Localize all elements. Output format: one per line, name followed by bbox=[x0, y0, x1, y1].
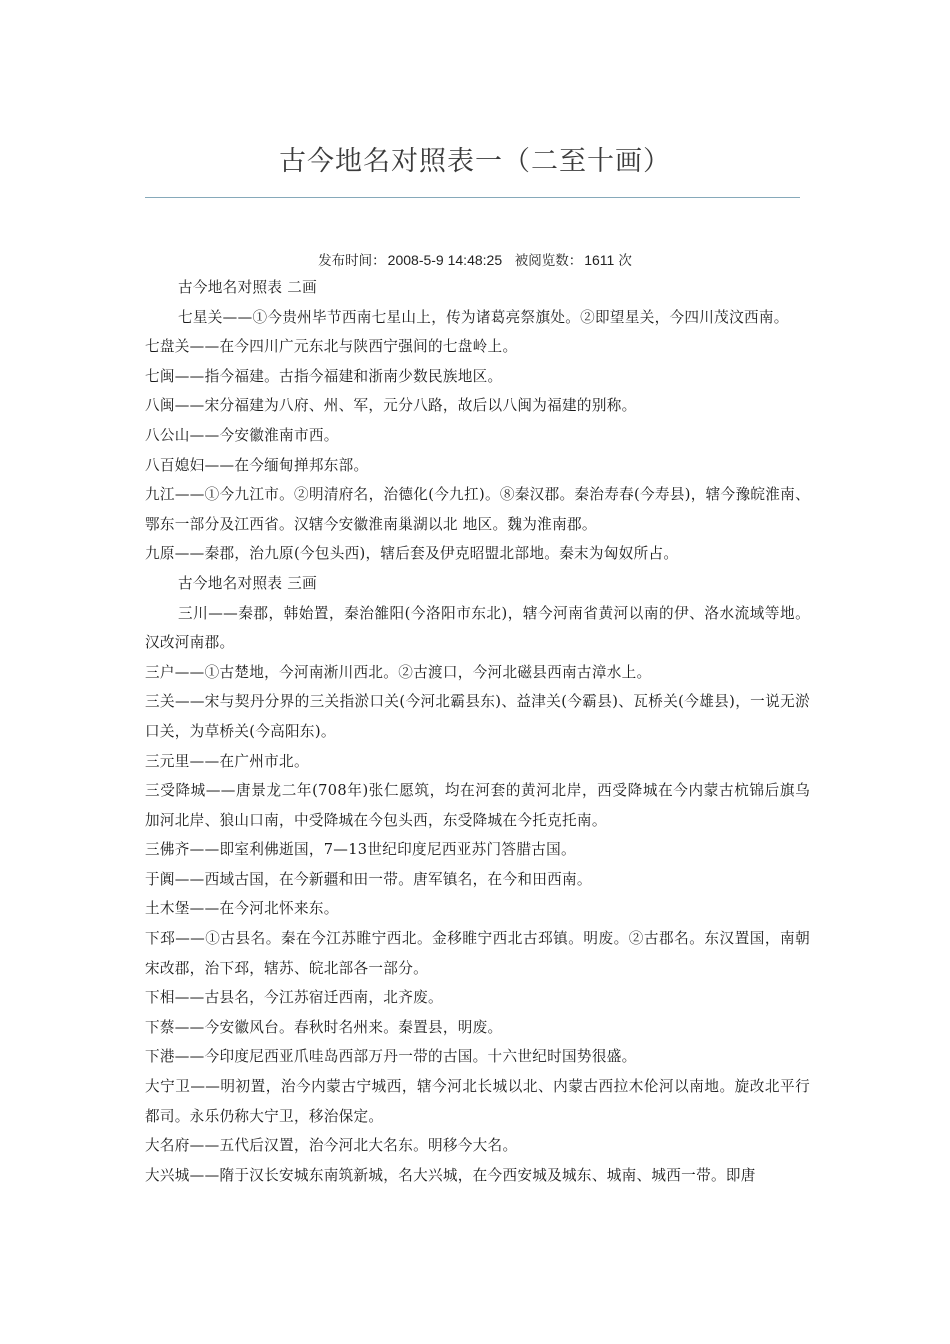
place-entry: 大宁卫——明初置，治今内蒙古宁城西，辖今河北长城以北、内蒙古西拉木伦河以南地。旋改北平行都司。永乐仍称大宁卫，移治保定。 bbox=[145, 1078, 810, 1125]
place-entry: 三元里——在广州市北。 bbox=[145, 752, 309, 770]
place-entry: 三受降城——唐景龙二年(708年)张仁愿筑，均在河套的黄河北岸，西受降城在今内蒙古杭锦后旗乌加河北岸、狼山口南，中受降城在今包头西，东受降城在今托克托南。 bbox=[145, 782, 810, 829]
title-divider bbox=[145, 197, 800, 198]
place-entry: 下蔡——今安徽风台。春秋时名州来。秦置县，明废。 bbox=[145, 1018, 503, 1036]
place-entry: 大兴城——隋于汉长安城东南筑新城，名大兴城，在今西安城及城东、城南、城西一带。即唐 bbox=[145, 1166, 756, 1184]
place-entry: 三户——①古楚地，今河南淅川西北。②古渡口，今河北磁县西南古漳水上。 bbox=[145, 663, 652, 681]
place-entry: 七星关——①今贵州毕节西南七星山上，传为诸葛亮祭旗处。②即望星关，今四川茂汶西南。 bbox=[178, 308, 789, 326]
place-entry: 八百媳妇——在今缅甸掸邦东部。 bbox=[145, 456, 369, 474]
section-heading: 古今地名对照表 三画 bbox=[178, 574, 317, 592]
published-label: 发布时间： bbox=[318, 253, 386, 269]
place-entry: 七闽——指今福建。古指今福建和浙南少数民族地区。 bbox=[145, 367, 503, 385]
place-entry: 七盘关——在今四川广元东北与陕西宁强间的七盘岭上。 bbox=[145, 338, 518, 356]
views-unit: 次 bbox=[618, 253, 632, 269]
place-entry: 八公山——今安徽淮南市西。 bbox=[145, 426, 339, 444]
place-entry: 九江——①今九江市。②明清府名，治德化(今九扛)。⑧秦汉郡。秦治寿春(今寿县)，辖今豫皖淮南、鄂东一部分及江西省。汉辖今安徽淮南巢湖以北 地区。魏为淮南郡。 bbox=[145, 486, 810, 533]
document-body bbox=[145, 273, 810, 1190]
section-heading: 古今地名对照表 二画 bbox=[178, 279, 317, 296]
document-title: 古今地名对照表一（二至十画） bbox=[279, 146, 671, 177]
place-entry: 大名府——五代后汉置，治今河北大名东。明移今大名。 bbox=[145, 1137, 518, 1155]
place-entry: 于阗——西域古国，在今新疆和田一带。唐军镇名，在今和田西南。 bbox=[145, 870, 592, 888]
place-entry: 八闽——宋分福建为八府、州、军，元分八路，故后以八闽为福建的别称。 bbox=[145, 397, 637, 415]
place-entry: 九原——秦郡，治九原(今包头西)，辖后套及伊克昭盟北部地。秦末为匈奴所占。 bbox=[145, 545, 679, 563]
views-value: 1611 bbox=[584, 252, 615, 268]
place-entry: 三关——宋与契丹分界的三关指淤口关(今河北霸县东)、益津关(今霸县)、瓦桥关(今雄县)，一说无淤口关，为草桥关(今高阳东)。 bbox=[145, 693, 810, 740]
place-entry: 三川——秦郡，韩始置，秦治雒阳(今洛阳市东北)，辖今河南省黄河以南的伊、洛水流域等地。汉改河南郡。 bbox=[145, 604, 810, 652]
place-entry: 下港——今印度尼西亚爪哇岛西部万丹一带的古国。十六世纪时国势很盛。 bbox=[145, 1048, 637, 1066]
publish-meta bbox=[0, 250, 950, 271]
place-entry: 下相——古县名，今江苏宿迁西南，北齐废。 bbox=[145, 989, 443, 1007]
place-entry: 下邳——①古县名。秦在今江苏睢宁西北。金移睢宁西北古邳镇。明废。②古郡名。东汉置国，南朝宋改郡，治下邳，辖苏、皖北部各一部分。 bbox=[145, 930, 810, 977]
place-entry: 土木堡——在今河北怀来东。 bbox=[145, 900, 339, 918]
views-label: 被阅览数： bbox=[514, 253, 583, 269]
published-value: 2008-5-9 14:48:25 bbox=[387, 252, 503, 268]
place-entry: 三佛齐——即室利佛逝国，7—13世纪印度尼西亚苏门答腊古国。 bbox=[145, 841, 576, 859]
